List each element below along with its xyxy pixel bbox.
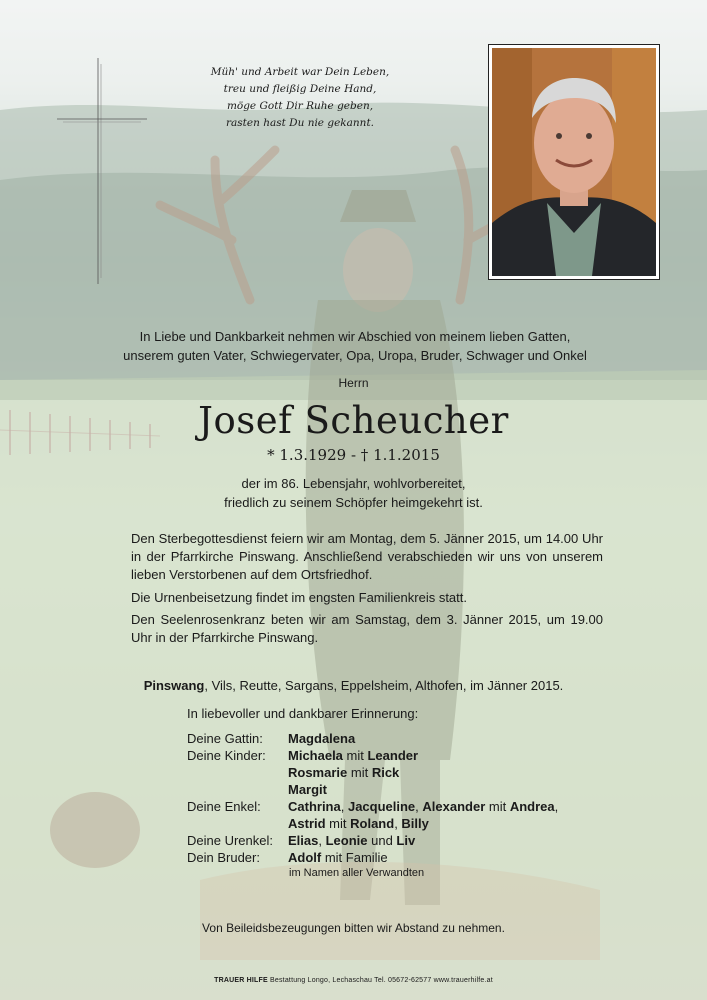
family-name: Billy bbox=[401, 816, 429, 831]
family-row-gattin bbox=[187, 730, 558, 747]
salutation: Herrn bbox=[338, 376, 369, 390]
family-label: Dein Bruder: bbox=[187, 850, 260, 865]
poem-line: möge Gott Dir Ruhe geben, bbox=[226, 100, 374, 112]
poem-line: Müh' und Arbeit war Dein Leben, bbox=[210, 66, 390, 78]
family-connector: mit bbox=[342, 748, 368, 763]
places-first: Pinswang bbox=[143, 678, 205, 693]
family-row-urenkel bbox=[187, 832, 558, 849]
funeral-paragraph: Den Sterbegottesdienst feiern wir am Montag, dem 5. Jänner 2015, um 14.00 Uhr in der Pfarrkirche Pinswang. Anschließend verabschieden wir uns von unserem lieben Verstorbenen auf dem Ortsfriedhof. bbox=[131, 531, 603, 582]
family-connector: mit Familie bbox=[321, 850, 388, 865]
relatives-line: im Namen aller Verwandten bbox=[289, 867, 425, 879]
family-name: Andrea bbox=[509, 799, 555, 814]
family-label: Deine Enkel: bbox=[187, 799, 261, 814]
family-row-kinder-3 bbox=[187, 781, 558, 798]
family-name: Cathrina bbox=[288, 799, 341, 814]
family-connector: , bbox=[554, 799, 559, 814]
family-row-bruder bbox=[187, 849, 558, 866]
footer-text: Bestattung Longo, Lechaschau Tel. 05672-62577 www.trauerhilfe.at bbox=[267, 977, 493, 984]
places-rest: , Vils, Reutte, Sargans, Eppelsheim, Althofen, im Jänner 2015. bbox=[204, 678, 564, 693]
cross-icon bbox=[57, 58, 147, 284]
poem bbox=[160, 64, 440, 132]
family-name: Elias bbox=[288, 833, 319, 848]
family-name: Leonie bbox=[325, 833, 368, 848]
family-name: Leander bbox=[367, 748, 419, 763]
family-label: Deine Kinder: bbox=[187, 748, 266, 763]
intro-line: unserem guten Vater, Schwiegervater, Opa, Uropa, Bruder, Schwager und Onkel bbox=[123, 348, 587, 363]
intro-line: In Liebe und Dankbarkeit nehmen wir Abschied von meinem lieben Gatten, bbox=[139, 329, 571, 344]
family-name: Adolf bbox=[288, 850, 322, 865]
family-connector: , bbox=[394, 816, 402, 831]
family-list bbox=[187, 730, 558, 866]
age-line: friedlich zu seinem Schöpfer heimgekehrt ist. bbox=[224, 495, 483, 510]
family-connector: mit bbox=[325, 816, 351, 831]
family-connector: mit bbox=[485, 799, 510, 814]
poem-line: treu und fleißig Deine Hand, bbox=[223, 83, 377, 95]
family-label: Deine Gattin: bbox=[187, 731, 263, 746]
deceased-name: Josef Scheucher bbox=[198, 399, 509, 442]
age-line: der im 86. Lebensjahr, wohlvorbereitet, bbox=[241, 476, 466, 491]
family-name: Michaela bbox=[288, 748, 343, 763]
family-connector: mit bbox=[347, 765, 372, 780]
family-name: Rosmarie bbox=[288, 765, 348, 780]
family-name: Jacqueline bbox=[347, 799, 416, 814]
family-name: Margit bbox=[288, 782, 327, 797]
portrait-photo bbox=[488, 44, 660, 280]
family-name: Magdalena bbox=[288, 731, 356, 746]
family-name: Astrid bbox=[288, 816, 326, 831]
age-text bbox=[0, 474, 707, 512]
family-row-kinder-2 bbox=[187, 764, 558, 781]
life-dates: * 1.3.1929 - † 1.1.2015 bbox=[267, 446, 440, 464]
family-connector: , bbox=[340, 799, 348, 814]
intro-text bbox=[60, 327, 650, 365]
family-row-enkel bbox=[187, 798, 558, 815]
family-name: Alexander bbox=[422, 799, 486, 814]
poem-line: rasten hast Du nie gekannt. bbox=[226, 117, 374, 129]
family-label: Deine Urenkel: bbox=[187, 833, 273, 848]
condolence-request: Von Beileidsbezeugungen bitten wir Abstand zu nehmen. bbox=[202, 921, 505, 935]
family-connector: , bbox=[318, 833, 326, 848]
footer-brand: TRAUER HILFE bbox=[214, 977, 268, 984]
family-row-kinder bbox=[187, 747, 558, 764]
family-name: Liv bbox=[396, 833, 416, 848]
places-line bbox=[0, 678, 707, 693]
footer bbox=[0, 977, 707, 984]
family-row-enkel-2 bbox=[187, 815, 558, 832]
family-name: Rick bbox=[371, 765, 400, 780]
family-connector: , bbox=[415, 799, 423, 814]
family-connector: und bbox=[367, 833, 397, 848]
memory-line: In liebevoller und dankbarer Erinnerung: bbox=[187, 706, 419, 721]
rosary-paragraph: Den Seelenrosenkranz beten wir am Samstag, dem 3. Jänner 2015, um 19.00 Uhr in der Pfarrkirche Pinswang. bbox=[131, 612, 603, 645]
family-name: Roland bbox=[350, 816, 395, 831]
urn-paragraph: Die Urnenbeisetzung findet im engsten Familienkreis statt. bbox=[131, 590, 467, 605]
